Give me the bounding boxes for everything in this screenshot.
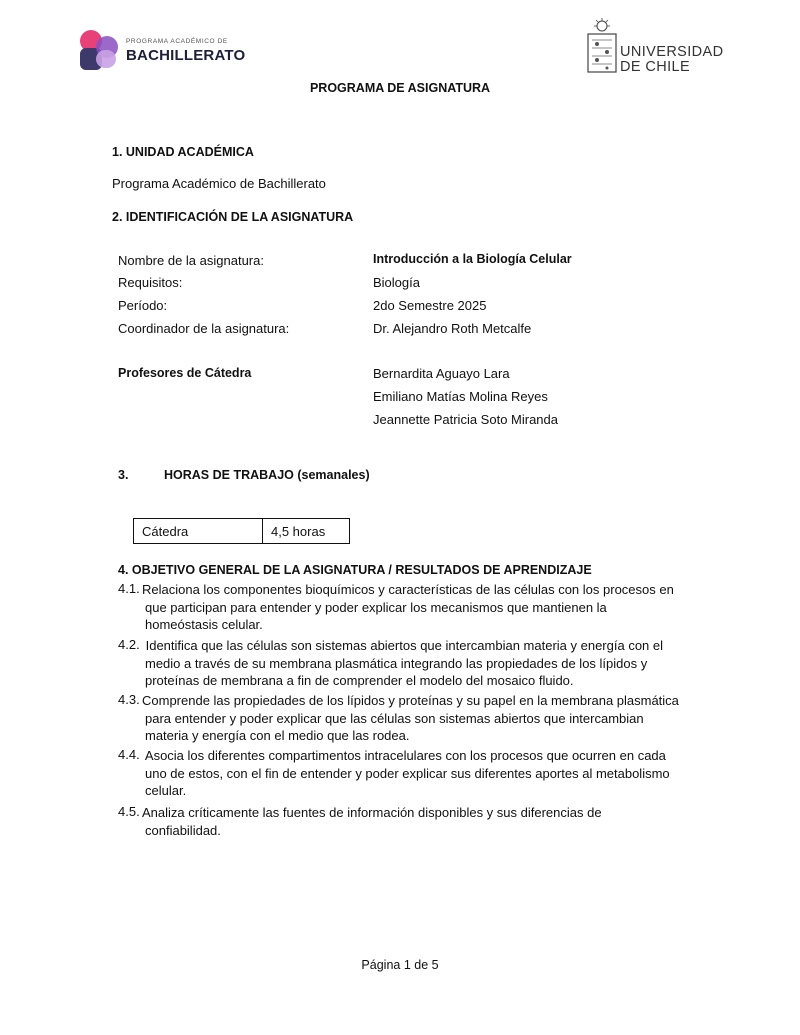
profesores-label: Profesores de Cátedra	[118, 366, 252, 380]
objective-line: medio a través de su membrana plasmática integrando las propiedades de los lípidos y	[145, 655, 648, 671]
objective-line: Analiza críticamente las fuentes de información disponibles y sus diferencias de	[142, 805, 602, 820]
field-value-nombre: Introducción a la Biología Celular	[373, 252, 572, 266]
hours-table	[133, 518, 350, 544]
section1-heading: 1. UNIDAD ACADÉMICA	[112, 145, 254, 159]
objective-number: 4.1.	[118, 581, 140, 596]
field-label-periodo: Período:	[118, 298, 168, 313]
bachillerato-logo-icon	[80, 30, 120, 70]
objective-text	[142, 747, 687, 800]
objective-number: 4.4.	[118, 747, 140, 762]
table-row	[134, 519, 350, 544]
logo-line1: UNIVERSIDAD	[620, 44, 724, 60]
section1-body: Programa Académico de Bachillerato	[112, 176, 326, 191]
hours-value-cell: 4,5 horas	[263, 519, 350, 544]
logo-name: BACHILLERATO	[126, 47, 246, 64]
profesor-name: Emiliano Matías Molina Reyes	[373, 389, 548, 404]
objective-line: para entender y poder explicar que las células son sistemas abiertos que intercambian	[145, 710, 644, 726]
logo-line2: DE CHILE	[620, 59, 691, 75]
field-label-nombre: Nombre de la asignatura:	[118, 253, 264, 268]
field-label-coordinador: Coordinador de la asignatura:	[118, 321, 290, 336]
objective-line: Identifica que las células son sistemas abiertos que intercambian materia y energía con el	[142, 638, 664, 653]
objective-text	[142, 692, 687, 745]
section3-number: 3.	[118, 468, 129, 482]
bachillerato-logo	[80, 28, 250, 72]
objective-line: Comprende las propiedades de los lípidos y proteínas y su papel en la membrana plasmática	[142, 693, 679, 708]
objective-line: uno de estos, con el fin de entender y poder explicar sus diferentes aportes al metabolismo	[145, 765, 670, 781]
objective-number: 4.5.	[118, 804, 140, 819]
profesor-name: Bernardita Aguayo Lara	[373, 366, 510, 381]
document-title: PROGRAMA DE ASIGNATURA	[309, 81, 491, 95]
hours-label-cell: Cátedra	[134, 519, 263, 544]
objective-line: homeóstasis celular.	[145, 617, 263, 632]
objective-line: Asocia los diferentes compartimentos intracelulares con los procesos que ocurren en cada	[142, 748, 666, 763]
section4-heading: 4. OBJETIVO GENERAL DE LA ASIGNATURA / RESULTADOS DE APRENDIZAJE	[118, 563, 592, 577]
objective-line: Relaciona los componentes bioquímicos y características de las células con los procesos en	[142, 582, 674, 597]
objective-line: proteínas de membrana a fin de comprender el modelo del mosaico fluido.	[145, 673, 574, 688]
objective-line: que participan para entender y poder explicar los mecanismos que mantienen la	[145, 599, 607, 615]
logo-small-text: PROGRAMA ACADÉMICO DE	[126, 38, 228, 45]
field-value-coordinador: Dr. Alejandro Roth Metcalfe	[373, 321, 532, 336]
objective-line: materia y energía con el medio que las rodea.	[145, 728, 410, 743]
objective-number: 4.3.	[118, 692, 140, 707]
field-value-requisitos: Biología	[373, 275, 420, 290]
section3-heading: HORAS DE TRABAJO (semanales)	[164, 468, 370, 482]
university-seal-icon	[586, 18, 618, 76]
page-number: Página 1 de 5	[361, 958, 439, 972]
profesor-name: Jeannette Patricia Soto Miranda	[373, 412, 558, 427]
objective-line: confiabilidad.	[145, 822, 221, 838]
universidad-de-chile-logo	[586, 18, 726, 78]
objective-text	[142, 581, 687, 634]
field-value-periodo: 2do Semestre 2025	[373, 298, 487, 313]
field-label-requisitos: Requisitos:	[118, 275, 183, 290]
objective-text	[142, 637, 687, 690]
objective-line: celular.	[145, 783, 187, 798]
section2-heading: 2. IDENTIFICACIÓN DE LA ASIGNATURA	[112, 210, 354, 224]
objective-number: 4.2.	[118, 637, 140, 652]
objective-text	[142, 804, 687, 839]
